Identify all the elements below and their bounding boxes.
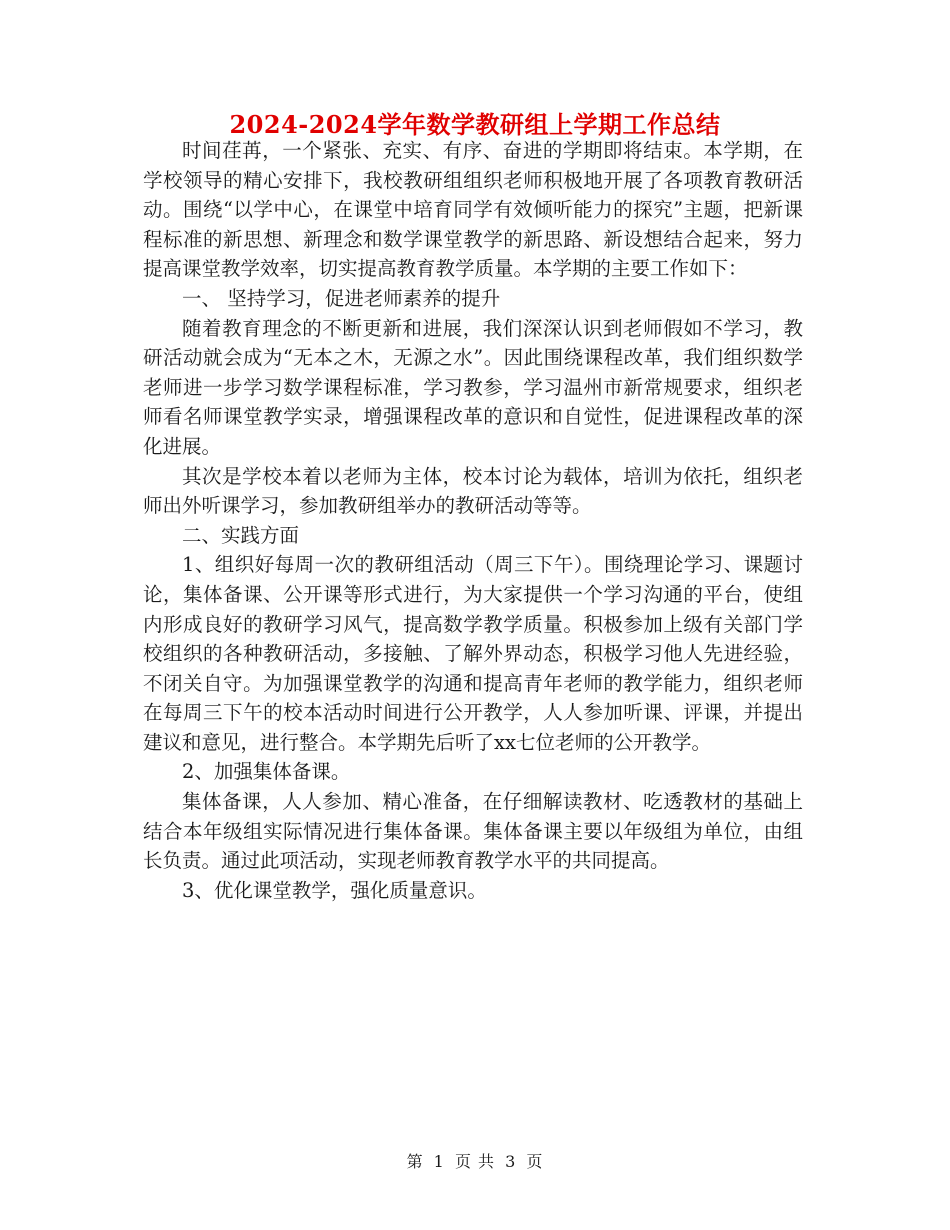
footer-prefix: 第 — [406, 1152, 424, 1171]
section-heading-study: 一、 坚持学习，促进老师素养的提升 — [182, 286, 501, 310]
section-heading-practice: 二、实践方面 — [182, 523, 300, 547]
subheading-collective-prep: 2、加强集体备课。 — [182, 760, 351, 784]
total-pages: 3 — [505, 1152, 517, 1171]
page-number: 1 — [433, 1152, 445, 1171]
subheading-optimize-teaching: 3、优化课堂教学，强化质量意识。 — [182, 878, 487, 902]
paragraph-practice-1: 1、组织好每周一次的教研组活动（周三下午）。围绕理论学习、课题讨论，集体备课、公开课等形式进行，为大家提供一个学习沟通的平台，使组内形成良好的教研学习风气，提高数学教学质量。积极参加上级有关部门学校组织的各种教研活动，多接触、了解外界动态，积极学习他人先进经验，不闭关自守。为加强课堂教学的沟通和提高青年老师的教学能力，组织老师在每周三下午的校本活动时间进行公开教学，人人参加听课、评课，并提出建议和意见，进行整合。本学期先后听了xx七位老师的公开教学。 — [143, 553, 803, 754]
footer-mid: 页 共 — [454, 1152, 496, 1171]
document-body — [143, 136, 803, 905]
paragraph-study-2: 其次是学校本着以老师为主体，校本讨论为载体，培训为依托，组织老师出外听课学习，参加教研组举办的教研活动等等。 — [143, 464, 803, 518]
paragraph-collective-prep: 集体备课，人人参加、精心准备，在仔细解读教材、吃透教材的基础上结合本年级组实际情况进行集体备课。集体备课主要以年级组为单位，由组长负责。通过此项活动，实现老师教育教学水平的共同提高。 — [143, 790, 803, 873]
document-title: 2024-2024学年数学教研组上学期工作总结 — [229, 110, 721, 139]
paragraph-intro: 时间荏苒，一个紧张、充实、有序、奋进的学期即将结束。本学期，在学校领导的精心安排下，我校教研组组织老师积极地开展了各项教育教研活动。围绕“以学中心，在课堂中培育同学有效倾听能力的探究”主题，把新课程标准的新思想、新理念和数学课堂教学的新思路、新设想结合起来，努力提高课堂教学效率，切实提高教育教学质量。本学期的主要工作如下： — [143, 139, 803, 281]
paragraph-study-1: 随着教育理念的不断更新和进展，我们深深认识到老师假如不学习，教研活动就会成为“无本之木，无源之水”。因此围绕课程改革，我们组织数学老师进一步学习数学课程标准，学习教参，学习温州市新常规要求，组织老师看名师课堂教学实录，增强课程改革的意识和自觉性，促进课程改革的深化进展。 — [143, 316, 803, 458]
footer-suffix: 页 — [526, 1152, 544, 1171]
page-footer — [0, 1152, 950, 1172]
